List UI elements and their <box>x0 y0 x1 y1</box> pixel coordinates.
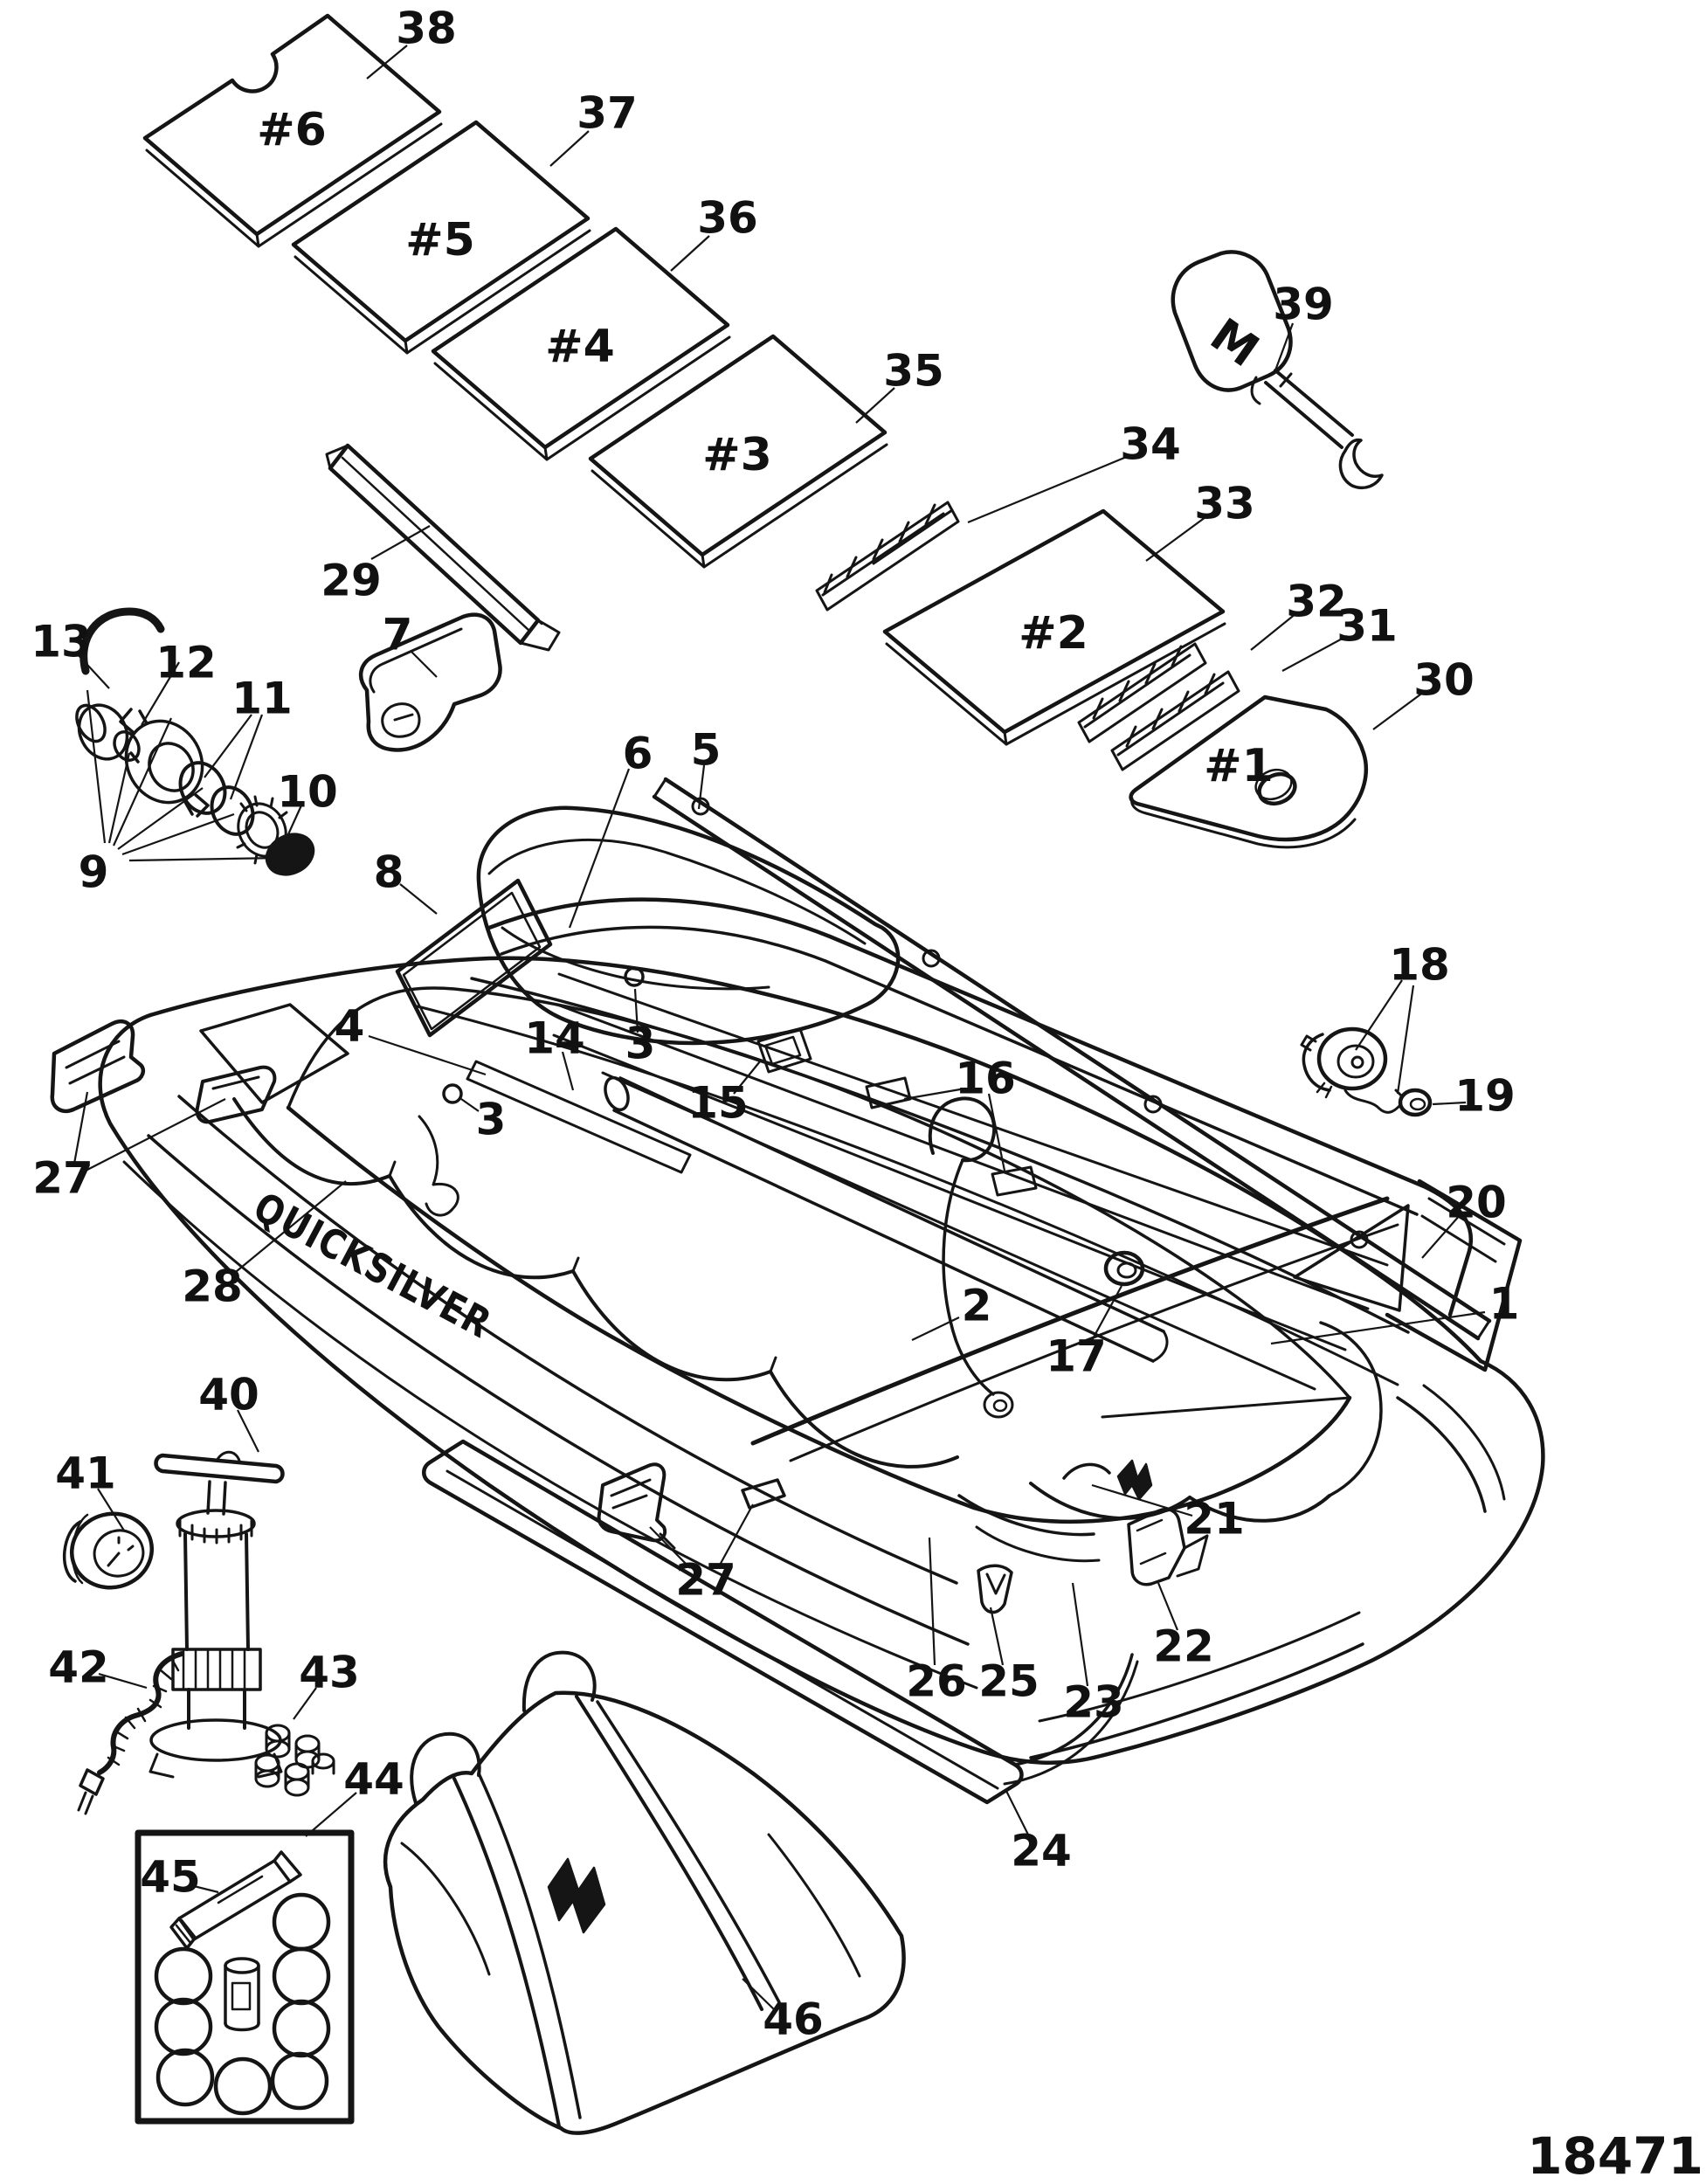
callout-15: 15 <box>687 1077 749 1129</box>
leader-line-26 <box>929 1538 935 1665</box>
drawing-number: 18471 <box>1527 2126 1703 2184</box>
callout-44: 44 <box>343 1753 404 1805</box>
callout-13: 13 <box>31 616 92 667</box>
callout-27: 27 <box>675 1554 736 1606</box>
joiner-rail-34 <box>817 502 958 610</box>
callout-39: 39 <box>1273 279 1334 330</box>
callout-4: 4 <box>334 1000 365 1052</box>
leader-line-18 <box>1398 985 1413 1094</box>
leader-line-8 <box>400 884 437 914</box>
leader-line-11 <box>231 715 262 799</box>
callout-40: 40 <box>198 1369 259 1420</box>
callout-35: 35 <box>883 345 944 397</box>
panel-label-5: #5 <box>405 214 475 266</box>
inflation-valve-18 <box>1302 1029 1399 1112</box>
quicksilver-brand-text: QUICKSILVER <box>245 1183 547 1373</box>
callout-12: 12 <box>155 637 217 688</box>
callout-9: 9 <box>78 847 109 898</box>
valve-hose-13 <box>84 612 161 671</box>
handle-27 <box>52 1021 143 1111</box>
callout-21: 21 <box>1184 1493 1245 1545</box>
valve-cap-10 <box>261 827 320 881</box>
panel-label-2: #2 <box>1019 607 1088 660</box>
callout-8: 8 <box>373 847 404 898</box>
callout-3: 3 <box>625 1018 656 1069</box>
leader-line-9 <box>109 753 129 843</box>
callout-45: 45 <box>140 1851 201 1903</box>
callout-18: 18 <box>1389 939 1450 991</box>
callout-46: 46 <box>763 1994 824 2045</box>
pressure-gauge-41 <box>64 1505 160 1596</box>
callout-30: 30 <box>1413 654 1475 706</box>
leader-line-4 <box>369 1036 486 1075</box>
carry-bag-46 <box>385 1653 903 2133</box>
leader-line-6 <box>570 769 629 928</box>
callout-11: 11 <box>231 673 293 724</box>
mercury-logo-icon <box>549 1859 604 1932</box>
air-pump-40 <box>150 1452 283 1777</box>
callout-23: 23 <box>1063 1676 1124 1728</box>
callout-43: 43 <box>299 1647 360 1698</box>
callout-34: 34 <box>1120 418 1181 470</box>
callout-36: 36 <box>697 192 758 244</box>
callout-33: 33 <box>1194 478 1255 529</box>
leader-line-11 <box>204 715 252 778</box>
callout-31: 31 <box>1336 600 1398 652</box>
panel-label-1: #1 <box>1204 740 1274 792</box>
callout-6: 6 <box>622 728 653 779</box>
patch-circles <box>156 1895 328 2113</box>
valve-fittings-43 <box>256 1725 334 1795</box>
callout-3: 3 <box>475 1094 507 1145</box>
callout-7: 7 <box>382 609 413 660</box>
panel-label-3: #3 <box>702 429 772 481</box>
floor-rail-29 <box>327 446 559 650</box>
callout-5: 5 <box>690 724 722 776</box>
callout-17: 17 <box>1046 1330 1107 1382</box>
callout-28: 28 <box>182 1261 243 1312</box>
callout-19: 19 <box>1454 1070 1516 1122</box>
leader-line-16 <box>989 1094 1005 1171</box>
callout-1: 1 <box>1488 1278 1520 1330</box>
callout-10: 10 <box>277 766 338 818</box>
callout-37: 37 <box>577 87 638 139</box>
paddle-logo-letter: M <box>1200 308 1268 378</box>
callout-2: 2 <box>961 1280 992 1331</box>
leader-line-9 <box>87 690 105 843</box>
leader-line-7 <box>411 651 437 677</box>
gunwale-rail-5 <box>654 779 1489 1338</box>
callout-22: 22 <box>1153 1621 1214 1672</box>
panel-label-4: #4 <box>545 321 615 373</box>
leader-line-23 <box>1073 1583 1088 1686</box>
panel-label-6: #6 <box>257 104 327 156</box>
callout-32: 32 <box>1286 576 1347 627</box>
callout-14: 14 <box>524 1013 585 1064</box>
callout-41: 41 <box>55 1448 116 1499</box>
callout-38: 38 <box>396 3 457 54</box>
callout-42: 42 <box>48 1641 109 1693</box>
callout-16: 16 <box>955 1053 1016 1104</box>
callout-24: 24 <box>1011 1825 1072 1876</box>
callout-20: 20 <box>1446 1177 1507 1228</box>
valve-cap-19 <box>1396 1090 1430 1115</box>
callout-25: 25 <box>978 1655 1039 1707</box>
patch-roll <box>225 1959 259 2030</box>
inner-hull <box>444 808 1520 1461</box>
leader-line-27 <box>86 1099 225 1171</box>
callout-27: 27 <box>32 1152 93 1204</box>
callout-26: 26 <box>906 1655 967 1707</box>
callout-labels <box>31 3 1519 2045</box>
callout-29: 29 <box>321 555 382 606</box>
